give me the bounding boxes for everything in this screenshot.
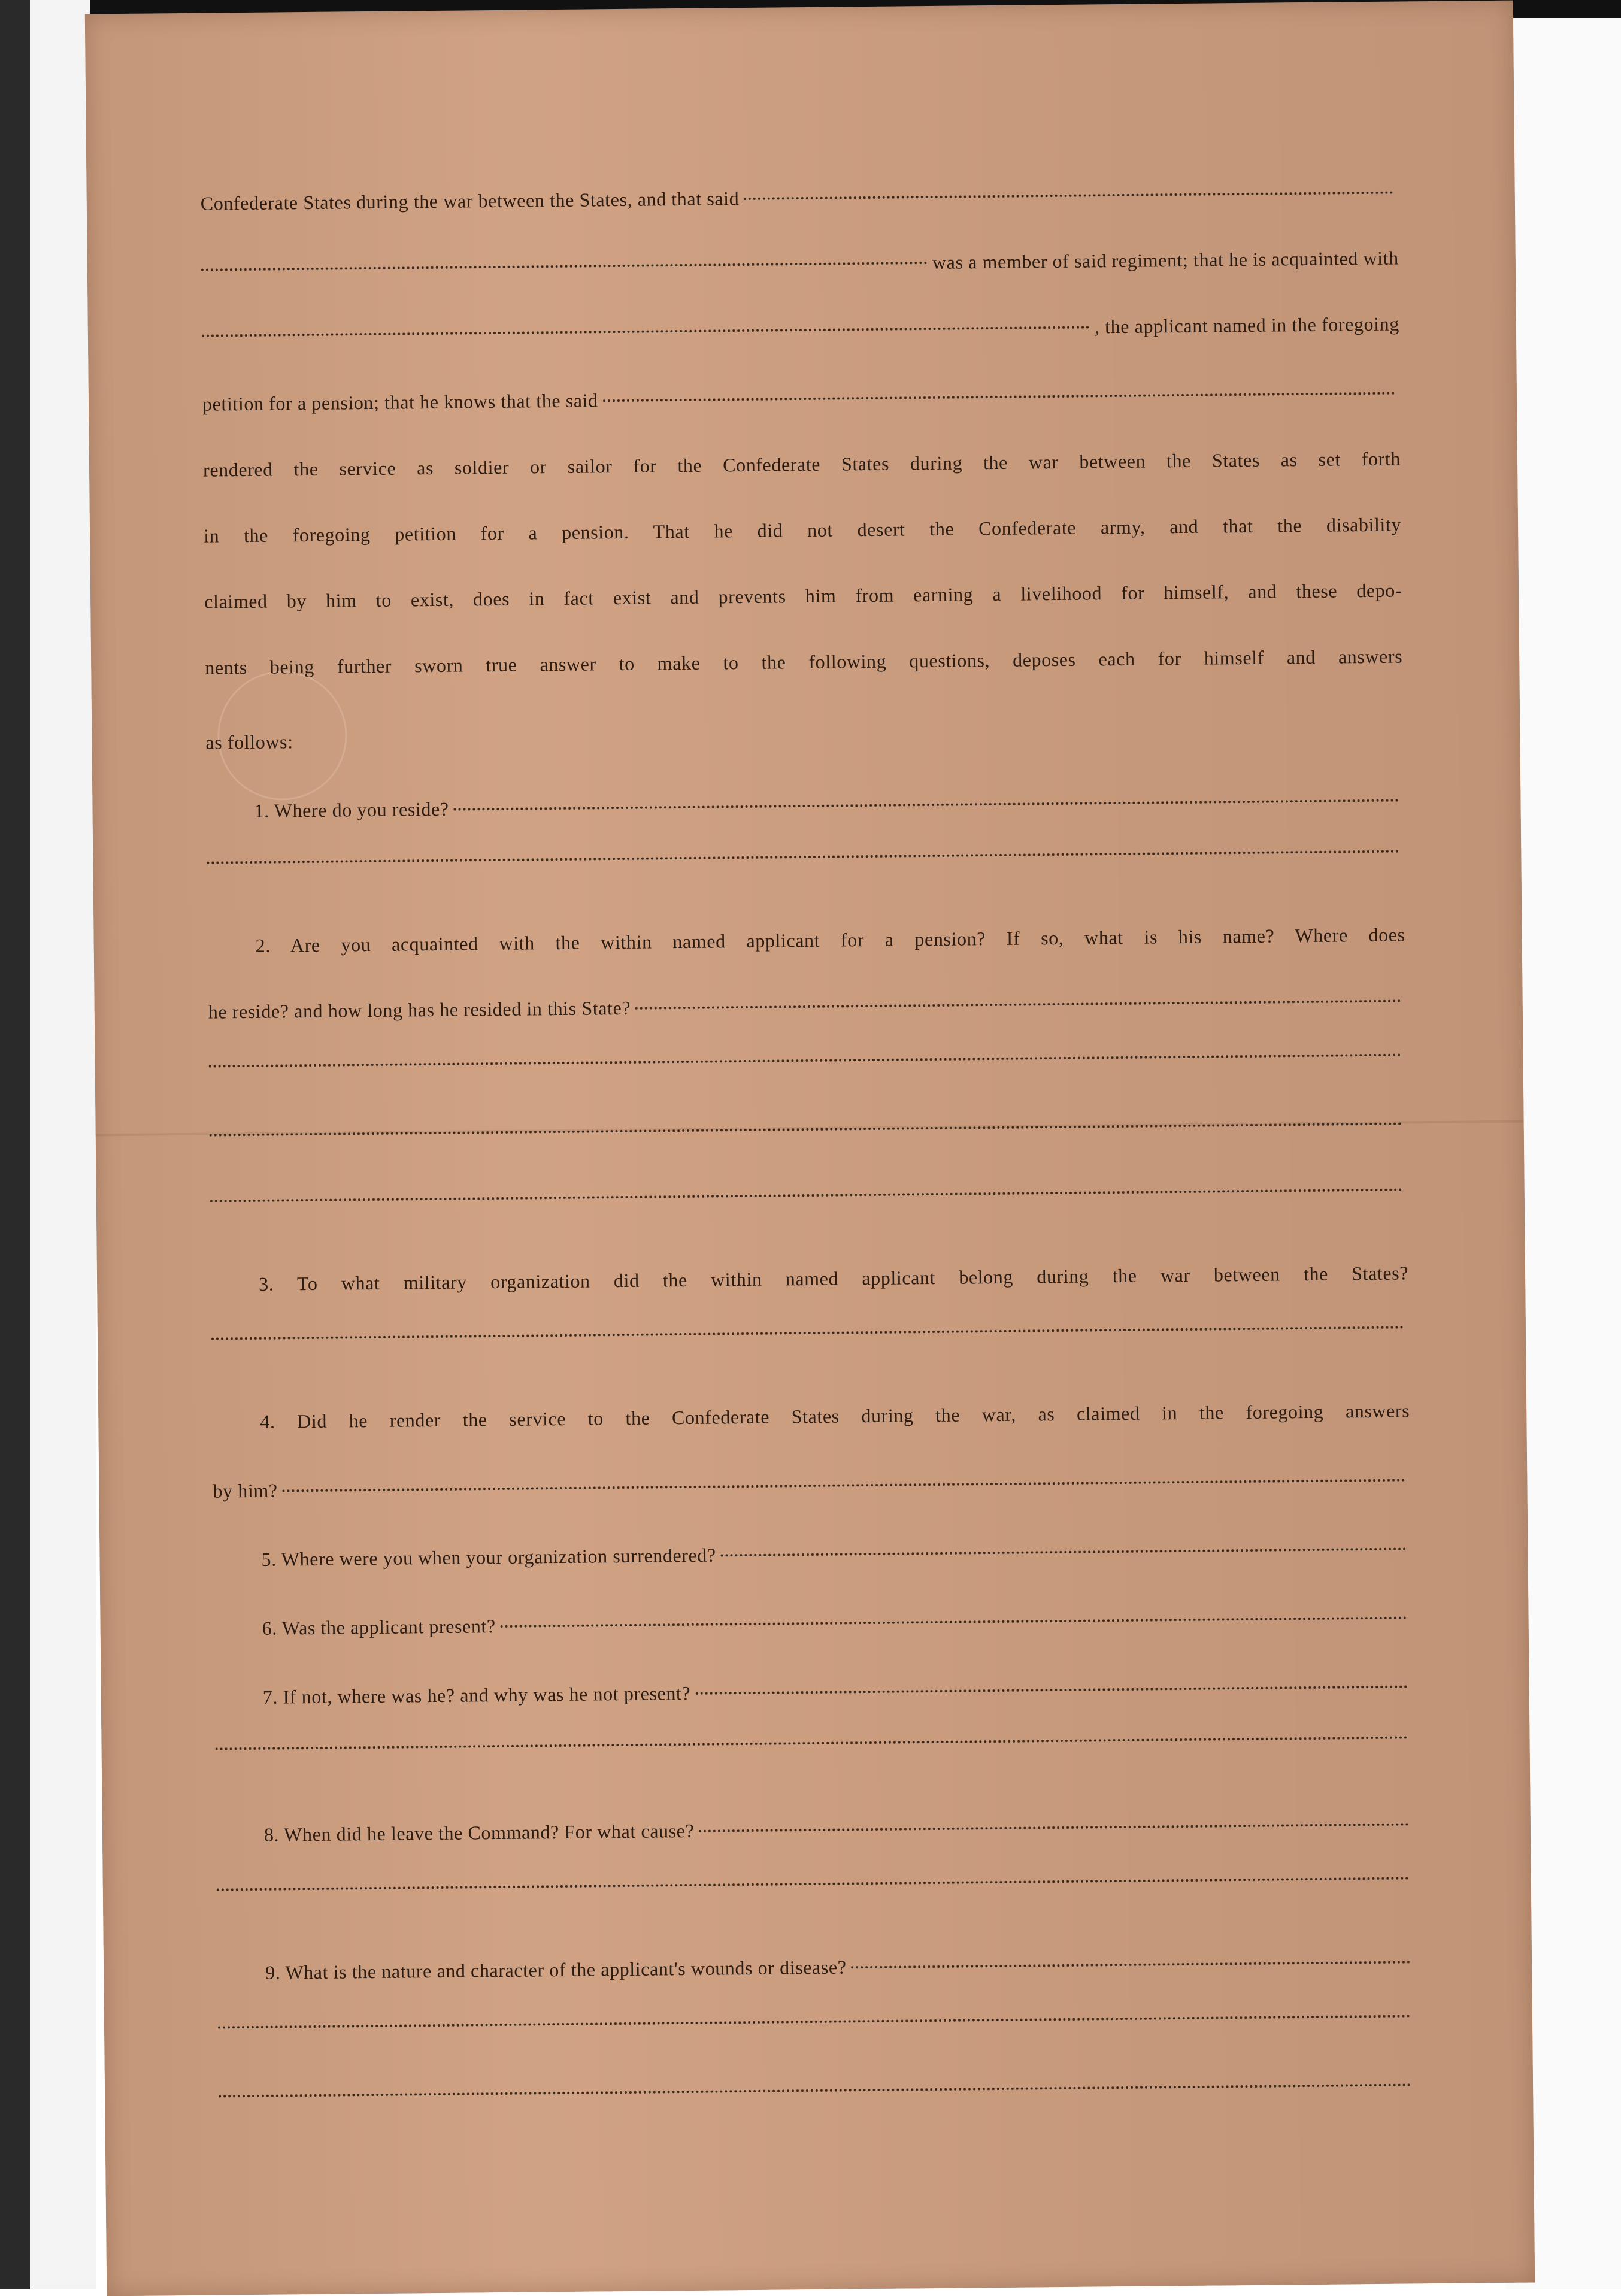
answer-field-q8[interactable] [699, 1823, 1409, 1832]
affidavit-text-5: rendered the service as soldier or sailor for the Confederate States during the war between the States as set forth [202, 447, 1401, 481]
answer-field-q2[interactable] [635, 1000, 1401, 1010]
question-3 [259, 1262, 1408, 1295]
affidavit-line-2 [201, 247, 1399, 280]
answer-line [216, 1741, 1413, 1755]
question-4-continued [213, 1468, 1410, 1502]
answer-field-q5[interactable] [721, 1547, 1407, 1556]
blank-fill-line[interactable] [603, 392, 1395, 402]
answer-line [207, 855, 1404, 868]
answer-field-q1-continued[interactable] [207, 850, 1399, 864]
answer-field-q9[interactable] [852, 1961, 1411, 1968]
affidavit-line-4 [202, 381, 1400, 415]
answer-line [217, 1882, 1414, 1895]
affidavit-line-1 [201, 181, 1398, 214]
question-9-text: 9. What is the nature and character of the applicant's wounds or disease? [265, 1956, 847, 1983]
answer-field-q6[interactable] [501, 1616, 1407, 1628]
answer-field-q7[interactable] [695, 1685, 1407, 1694]
scanner-margin [30, 0, 96, 2289]
question-7 [263, 1675, 1413, 1708]
question-2-text: 2. Are you acquainted with the within named applicant for a pension? If so, what is his name? Where does [255, 923, 1405, 956]
blank-fill-line[interactable] [744, 192, 1393, 200]
answer-line [210, 1193, 1408, 1207]
pension-affidavit-page [85, 1, 1535, 2296]
answer-line [219, 2088, 1416, 2102]
affidavit-text-7: claimed by him to exist, does in fact exist and prevents him from earning a livelihood for himself, and these depo- [204, 579, 1402, 613]
affidavit-text-1: Confederate States during the war between the States, and that said [200, 187, 740, 214]
affidavit-line-3 [202, 313, 1399, 346]
affidavit-text-9: as follows: [205, 731, 293, 753]
answer-line [210, 1127, 1407, 1141]
answer-field-q2-line-2[interactable] [209, 1054, 1402, 1068]
question-1 [254, 789, 1404, 822]
affidavit-line-6 [204, 513, 1401, 547]
question-9 [265, 1950, 1415, 1983]
answer-field-q2-line-3[interactable] [210, 1123, 1402, 1137]
answer-field-q4[interactable] [283, 1479, 1406, 1492]
answer-field-q2-line-4[interactable] [210, 1188, 1403, 1202]
question-7-text: 7. If not, where was he? and why was he not present? [262, 1682, 691, 1708]
question-2-text-continued: he reside? and how long has he resided in this State? [208, 996, 631, 1023]
answer-line [211, 1331, 1409, 1344]
affidavit-text-8: nents being further sworn true answer to make to the following questions, deposes each for himself and answers [205, 645, 1403, 678]
answer-line [209, 1058, 1407, 1072]
answer-line [218, 2019, 1416, 2033]
scanner-background-left [0, 0, 30, 2289]
question-4-text: 4. Did he render the service to the Confederate States during the war, as claimed in the foregoing answers [260, 1400, 1410, 1432]
affidavit-text-4: petition for a pension; that he knows that the said [202, 389, 598, 415]
blank-fill-line[interactable] [201, 262, 928, 271]
answer-field-q9-line-3[interactable] [219, 2083, 1411, 2097]
answer-field-q9-line-2[interactable] [218, 2015, 1411, 2028]
affidavit-line-8 [205, 645, 1402, 678]
question-8 [264, 1813, 1414, 1846]
affidavit-line-5 [203, 447, 1401, 481]
answer-field-q8-continued[interactable] [217, 1877, 1410, 1891]
question-2 [256, 923, 1405, 956]
question-3-text: 3. To what military organization did the within named applicant belong during the war between the States? [258, 1262, 1409, 1295]
question-1-text: 1. Where do you reside? [254, 798, 449, 822]
question-5 [261, 1537, 1411, 1570]
blank-fill-line[interactable] [202, 326, 1090, 337]
answer-field-q1[interactable] [454, 799, 1399, 811]
affidavit-text-3: , the applicant named in the foregoing [1094, 313, 1399, 338]
affidavit-line-9 [205, 728, 565, 754]
question-2-continued [208, 989, 1406, 1023]
question-6-text: 6. Was the applicant present? [262, 1615, 496, 1639]
affidavit-text-2: was a member of said regiment; that he is acquainted with [932, 247, 1399, 273]
question-8-text: 8. When did he leave the Command? For what cause? [263, 1819, 695, 1846]
question-4-text-continued: by him? [213, 1479, 278, 1502]
question-5-text: 5. Where were you when your organization surrendered? [261, 1544, 716, 1570]
affidavit-text-6: in the foregoing petition for a pension. That he did not desert the Confederate army, and that the disability [203, 513, 1402, 547]
question-4 [260, 1400, 1410, 1432]
affidavit-line-7 [204, 579, 1402, 613]
question-6 [262, 1606, 1411, 1639]
answer-field-q7-continued[interactable] [216, 1736, 1408, 1750]
answer-field-q3[interactable] [211, 1326, 1404, 1340]
